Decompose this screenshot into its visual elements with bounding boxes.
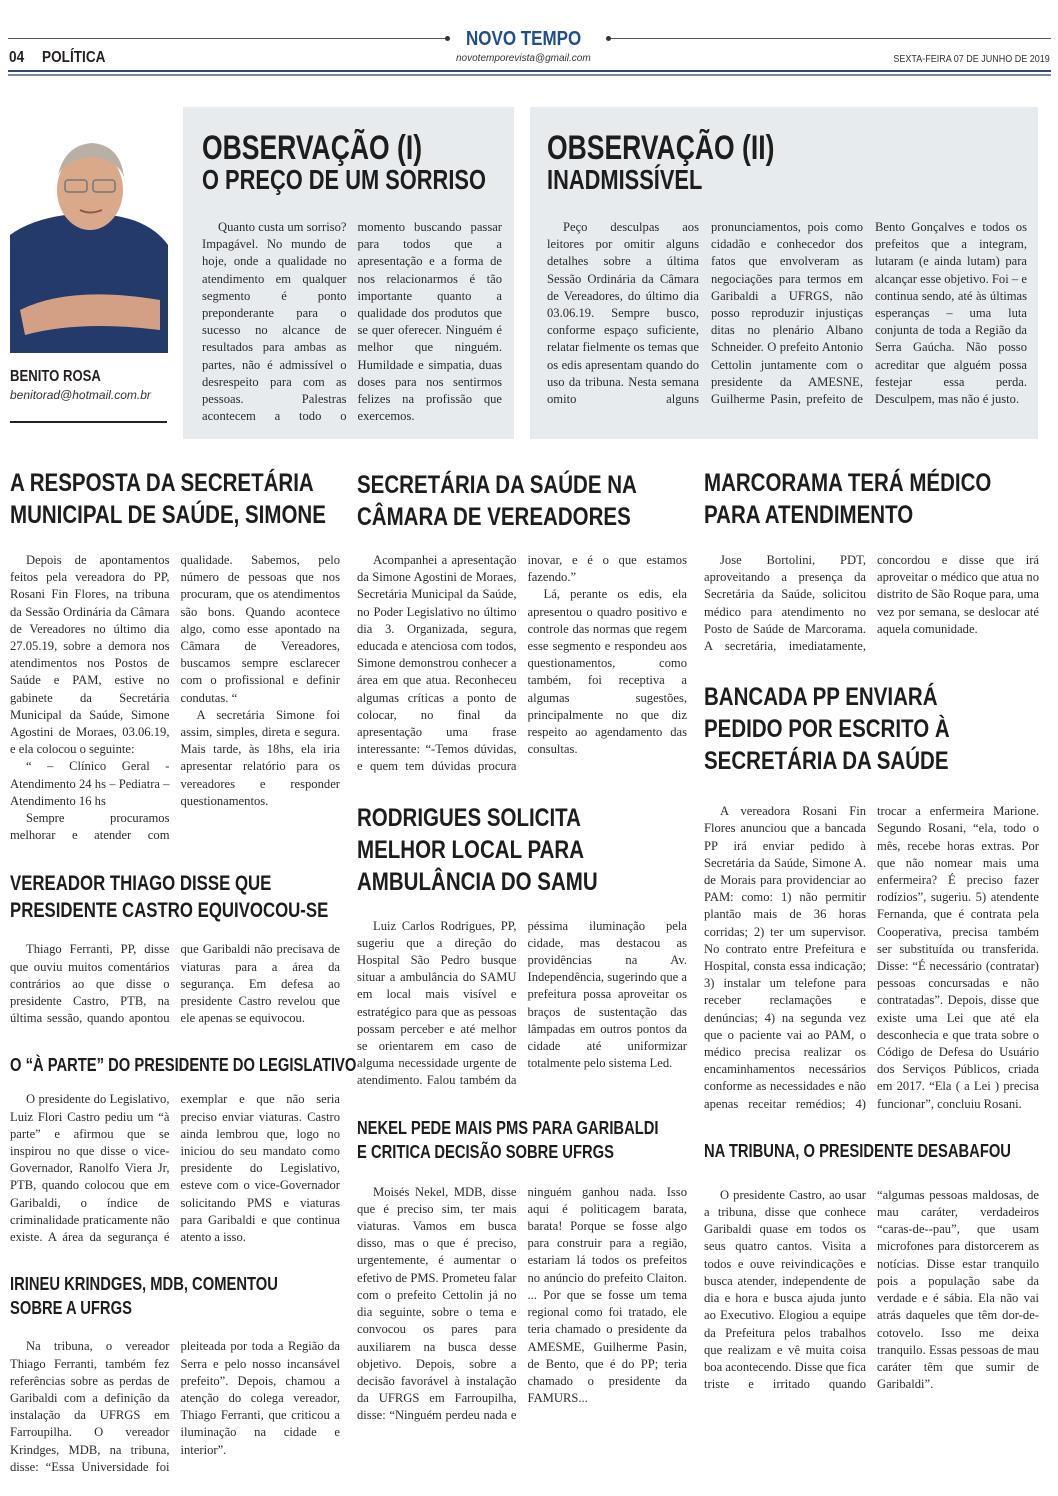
- article-bancada-title-1: BANCADA PP ENVIARÁ: [704, 683, 938, 712]
- columnist-portrait-icon: [10, 135, 168, 353]
- newspaper-title: NOVO TEMPO: [466, 28, 582, 50]
- article-paragraph: “ – Clínico Geral - Atendimento 24 hs – Pediatra – Atendimento 16 hs: [10, 759, 170, 808]
- observacao-1-title: OBSERVAÇÃO (I): [202, 129, 423, 167]
- masthead-double-rule-2: [8, 74, 1051, 76]
- article-nekel-title-2: E CRITICA DECISÃO SOBRE UFRGS: [357, 1141, 614, 1162]
- article-secretaria-camara-title-1: SECRETÁRIA DA SAÚDE NA: [357, 471, 637, 499]
- article-nekel-body: [357, 1184, 687, 1425]
- article-rodrigues: [357, 802, 687, 1090]
- issue-date: SEXTA-FEIRA 07 DE JUNHO DE 2019: [893, 54, 1050, 65]
- observacao-2-body: [547, 219, 1027, 408]
- observacao-2-subtitle: INADMISSÍVEL: [547, 164, 703, 195]
- article-a-parte: [10, 1053, 357, 1246]
- article-paragraph: Depois de apontamentos feitos pela vereadora do PP, Rosani Fin Flores, na tribuna da Sessão Ordinária da Câmara de Vereadores no último dia 27.05.19, sobre a demora nos atendimentos nos Postos de Saúde e PAM, estive no gabinete da Secretária Municipal da Saúde, Simone Agostini de Moraes, 03.06.19, e ela colocou o seguinte:: [10, 553, 170, 757]
- article-rodrigues-title-3: AMBULÂNCIA DO SAMU: [357, 867, 598, 896]
- page-number: 04: [9, 49, 25, 66]
- article-paragraph: Na tribuna, o vereador Thiago Ferranti, também fez referências sobre as perdas de Garibaldi com a definição da instalação da UFRGS em Farroupilha. O vereador Krindges, MDB, na tribuna, disse: “Essa Universidade foi pleiteada por toda a Região da Serra e pelo nosso incansável prefeito”. Depois, chamou a atenção do colega vereador, Thiago Ferranti, que criticou a iluminação na cidade e interior”.: [10, 1339, 340, 1474]
- article-irineu-body: [10, 1338, 340, 1476]
- lower-section: [0, 467, 1058, 1476]
- article-irineu-title-2: SOBRE A UFRGS: [10, 1298, 132, 1319]
- article-paragraph: A secretária Simone foi assim, simples, direta e segura. Mais tarde, às 18hs, ela iria apresentar relatório para os vereadores e responder questionamentos.: [180, 707, 340, 808]
- article-tribuna-body: [704, 1187, 1039, 1393]
- middle-column: [357, 469, 687, 1425]
- article-rodrigues-title-1: RODRIGUES SOLICITA: [357, 803, 582, 832]
- article-paragraph: Thiago Ferranti, PP, disse que ouviu muitos comentários contrários ao que disse o presidente Castro, PTB, na última sessão, quando apontou que Garibaldi não precisava de viaturas para a área da segurança. Em defesa ao presidente Castro revelou que ele apenas se equivocou.: [10, 942, 340, 1026]
- left-column: [10, 467, 357, 1476]
- observacao-1-subtitle: O PREÇO DE UM SORRISO: [202, 164, 486, 195]
- article-secretaria-camara-title-2: CÂMARA DE VEREADORES: [357, 503, 631, 531]
- columnist-email[interactable]: benitorad@hotmail.com.br: [10, 388, 151, 402]
- article-marcorama: [704, 467, 1039, 655]
- article-bancada: [704, 681, 1039, 1113]
- masthead: [0, 0, 1058, 80]
- article-paragraph: A vereadora Rosani Fin Flores anunciou que a bancada PP irá enviar pedido à Secretária da Saúde, Simone A. de Morais para providenciar ao PAM: como: 1) não permitir plantão mais de 36 horas corridas; 2) ter um supervisor. No contrato entre Prefeitura e Hospital, consta essa indicação; 3) instalar um telefone para receber reclamações e denúncias; 4) na segunda vez que o paciente vai ao PAM, o médico precisa realizar os encaminhamentos necessários conforme as necessidades e não apenas receitar remédios; 4) trocar a enfermeira Marione. Segundo Rosani, “ela, todo o mês, recebe horas extras. Por que não nomear mais uma enfermeira? É preciso fazer rodízios”, sugeriu. 5) atendente Fernanda, que é contrata pela Cooperativa, precisa também ser substituída ou transferida. Disse: “É necessário (contratar) pessoas concursadas e não contratadas”. Depois, disse que existe uma Lei que até ela desconhecia e que trata sobre o Código de Defesa do Usuário dos Serviços Públicos, criada em 2017. “Ela ( a Lei ) precisa funcionar”, concluiu Rosani.: [704, 804, 1039, 1111]
- article-thiago: [10, 870, 340, 1027]
- article-resposta-body: [10, 552, 340, 844]
- columnist-photo: [10, 135, 168, 353]
- article-paragraph: Acompanhei a apresentação da Simone Agostini de Moraes, Secretária Municipal da Saúde, no Poder Legislativo no último dia 3. Organizada, segura, educada e atenciosa com todos, Simone demonstrou conhecer a área em que atua. Reconheceu algumas críticas a ponto de colocar, no final da apresentação uma frase interessante: “-Temos dúvidas, e quem tem dúvidas procura inovar, e é o que estamos fazendo.”: [357, 553, 687, 774]
- section-name: POLÍTICA: [42, 49, 106, 66]
- observacao-1-body: [202, 219, 502, 425]
- article-paragraph: Luiz Carlos Rodrigues, PP, sugeriu que a direção do Hospital São Pedro busque situar a ambulância do SAMU em local mais visível e estratégico para que as pessoas possam perceber e até melhor se orientarem em caso de alguma necessidade urgente de atendimento. Falou também da péssima iluminação pela cidade, mas destacou as providências na Av. Independência, sugerindo que a prefeitura possa aproveitar os braços de sustentação das lâmpadas em outros pontos da cidade até uniformizar totalmente pelo sistema Led.: [357, 918, 687, 1088]
- article-a-parte-title-1: O “À PARTE” DO PRESIDENTE DO LEGISLATIVO: [10, 1055, 357, 1076]
- article-bancada-title-3: SECRETÁRIA DA SAÚDE: [704, 747, 949, 776]
- article-marcorama-title-1: MARCORAMA TERÁ MÉDICO: [704, 469, 992, 497]
- article-irineu: [10, 1272, 340, 1476]
- right-column: [704, 467, 1039, 1393]
- observacao-2-box: [530, 107, 1038, 439]
- masthead-rule-right: [611, 38, 1051, 39]
- article-paragraph: Lá, perante os edis, ela apresentou o quadro positivo e controle das normas que regem esse segmento e respondeu aos questionamentos, como também, foi receptiva a algumas sugestões, principalmente no que diz respeito ao agendamento das consultas.: [527, 587, 687, 757]
- columnist-divider: [10, 421, 167, 423]
- observacao-1-box: [183, 107, 514, 439]
- article-resposta-title-1: A RESPOSTA DA SECRETÁRIA: [10, 469, 314, 497]
- article-nekel-title-1: NEKEL PEDE MAIS PMS PARA GARIBALDI: [357, 1117, 659, 1138]
- article-paragraph: O presidente Castro, ao usar a tribuna, disse que conhece Garibaldi quase em todos os seus quatro cantos. Visita a todos e ouve reivindicações e busca atender, independente de dia e hora e busca ajuda junto ao Executivo. Elogiou a equipe da Prefeitura pelos trabalhos que realizam e vê muita coisa boa acontecendo. Disse que fica triste e irritado quando “algumas pessoas maldosas, de mau caráter, verdadeiros “caras-de--pau”, que usam microfones para distorcerem as notícias. Disse estar tranquilo pois a população sabe da verdade e é sábia. Ela não vai atrás daqueles que têm dor-de-cotovelo. Isso me deixa tranquilo. Essas pessoas de mau caráter têm que sumir de Garibaldi”.: [704, 1187, 1039, 1392]
- article-paragraph: Sempre procuramos melhorar e atender com qualidade. Sabemos, pelo número de pessoas que nos procuram, que os atendimentos são bons. Quando acontece algo, como esse apontado na Câmara de Vereadores, buscamos sempre esclarecer com o profissional e definir condutas. “: [10, 553, 340, 843]
- article-marcorama-title-2: PARA ATENDIMENTO: [704, 501, 914, 529]
- masthead-rule-left: [8, 38, 445, 39]
- columnist-name: BENITO ROSA: [10, 368, 101, 385]
- article-a-parte-body: [10, 1091, 340, 1246]
- article-bancada-body: [704, 803, 1039, 1113]
- article-paragraph: Jose Bortolini, PDT, aproveitando a presença da Secretária da Saúde, solicitou médico para atendimento no Posto de Saúde de Marcorama. A secretária, imediatamente, concordou e disse que irá aproveitar o médico que atua no distrito de São Roque para, uma vez por semana, se deslocar até aquela comunidade.: [704, 553, 1039, 654]
- article-thiago-body: [10, 941, 340, 1027]
- observacao-2-title: OBSERVAÇÃO (II): [547, 129, 775, 167]
- article-resposta: [10, 467, 340, 844]
- article-secretaria-camara-body: [357, 552, 687, 776]
- observacao-1-paragraph: Quanto custa um sorriso? Impagável. No mundo de hoje, onde a qualidade no atendimento em qualquer segmento é ponto preponderante para o sucesso no alcance de resultados para ambas as partes, não é admissível o desrespeito para com as pessoas. Palestras acontecem a todo o momento buscando passar para todos que a apresentação e a forma de nos relacionarmos é tão importante quanto a qualidade dos produtos que se quer oferecer. Ninguém é melhor que ninguém. Humildade e simpatia, duas doses para nos sentirmos felizes na profissão que exercemos.: [202, 220, 502, 424]
- article-paragraph: Moisés Nekel, MDB, disse que é preciso sim, ter mais viaturas. Vamos em busca disso, mas o que é preciso, urgentemente, é aumentar o efetivo de PMS. Prometeu falar com o prefeito Cettolin já no dia seguinte, sobre o tema e convocou os pares para auxiliarem na busca desse objetivo. Depois, sobre a decisão favorável à instalação da UFRGS em Farroupilha, disse: “Ninguém perdeu nada e ninguém ganhou nada. Isso aqui é politicagem barata, barata! Porque se fosse algo para construir para a região, estariam lá todos os prefeitos no anúncio do prefeito Claiton. ... Por que se fosse um tema regional como foi tratado, ele teria chamado o presidente da AMESME, Guilherme Pasin, de Bento, que é do PP; teria chamado o presidente da FAMURS...: [357, 1184, 687, 1423]
- masthead-double-rule: [8, 70, 1051, 72]
- article-secretaria-camara: [357, 469, 687, 776]
- article-tribuna-title-1: NA TRIBUNA, O PRESIDENTE DESABAFOU: [704, 1140, 1011, 1161]
- article-resposta-title-2: MUNICIPAL DE SAÚDE, SIMONE: [10, 501, 326, 529]
- masthead-email[interactable]: novotemporevista@gmail.com: [456, 53, 591, 64]
- article-irineu-title-1: IRINEU KRINDGES, MDB, COMENTOU: [10, 1274, 278, 1295]
- article-thiago-title-2: PRESIDENTE CASTRO EQUIVOCOU-SE: [10, 899, 329, 923]
- article-rodrigues-body: [357, 918, 687, 1090]
- masthead-dot-left: [445, 36, 450, 41]
- observacao-2-paragraph: Peço desculpas aos leitores por omitir alguns detalhes sobre a última Sessão Ordinária da Câmara de Vereadores, do último dia 03.06.19. Sempre busco, conforme espaço suficiente, relatar fielmente os temas que os edis apresentam quando do uso da tribuna. Nesta semana omito alguns pronunciamentos, pois como cidadão e conhecedor dos fatos que envolveram as negociações para termos em Garibaldi a UFRGS, não posso reproduzir injustiças ditas no plenário Albano Schneider. O prefeito Antonio Cettolin juntamente com o presidente da AMESNE, Guilherme Pasin, prefeito de Bento Gonçalves e todos os prefeitos que a integram, lutaram (e ainda lutam) para alcançar esse objetivo. Foi – e continua sendo, até às últimas esperanças – uma luta conjunta de toda a Região da Serra Gaúcha. Não posso acreditar que alguém possa festejar essa perda. Desculpem, mas não é justo.: [547, 220, 1027, 407]
- article-marcorama-body: [704, 552, 1039, 655]
- article-bancada-title-2: PEDIDO POR ESCRITO À: [704, 715, 950, 744]
- article-tribuna: [704, 1139, 1039, 1393]
- article-thiago-title-1: VEREADOR THIAGO DISSE QUE: [10, 872, 272, 896]
- article-rodrigues-title-2: MELHOR LOCAL PARA: [357, 835, 585, 864]
- article-paragraph: O presidente do Legislativo, Luiz Flori Castro pediu um “à parte” e afirmou que se inspirou no que disse o vice-Governador, Ranolfo Viera Jr, PTB, quando colocou que em Garibaldi, o índice de criminalidade praticamente não existe. A área da segurança é exemplar e que não seria preciso enviar viaturas. Castro ainda lembrou que, logo no iniciou do seu mandato como presidente do Legislativo, esteve com o vice-Governador solicitando PMS e viaturas para Garibaldi e que continua atento a isso.: [10, 1092, 340, 1245]
- article-nekel: [357, 1116, 687, 1425]
